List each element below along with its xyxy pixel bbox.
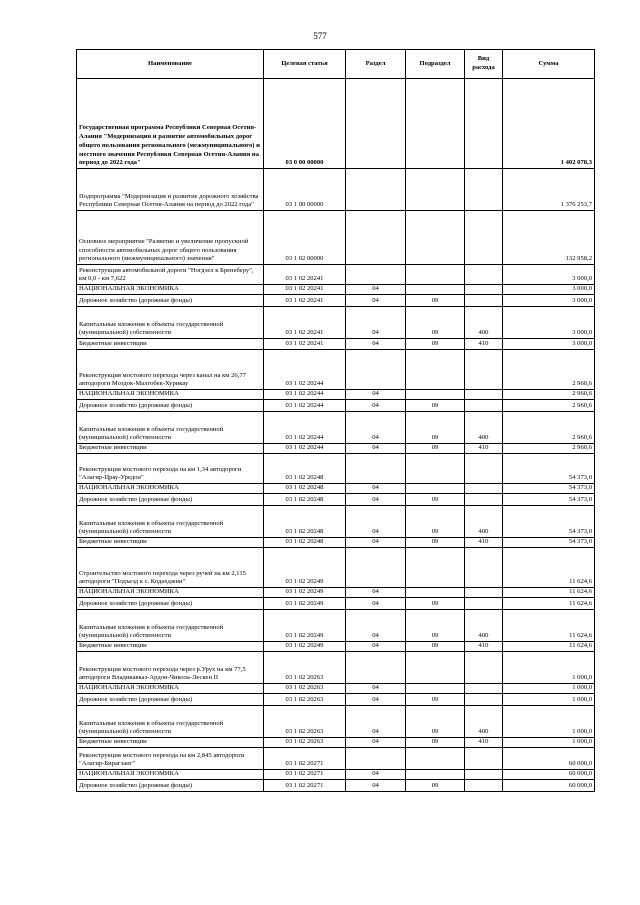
table-cell-section bbox=[346, 748, 406, 770]
table-cell-target: 03 0 00 00000 bbox=[264, 79, 346, 169]
table-cell-sum: 54 373,0 bbox=[503, 484, 595, 494]
table-cell-subsection: 09 bbox=[406, 706, 465, 738]
table-cell-exptype bbox=[465, 79, 503, 169]
page-number: 577 bbox=[313, 31, 327, 41]
table-cell-subsection: 09 bbox=[406, 780, 465, 792]
table-cell-name: Капитальные вложения в объекты государственной (муниципальной) собственности bbox=[77, 506, 264, 538]
table-cell-section: 04 bbox=[346, 295, 406, 307]
table-cell-target: 03 1 02 20241 bbox=[264, 285, 346, 295]
table-cell-target: 03 1 02 20263 bbox=[264, 694, 346, 706]
table-cell-section: 04 bbox=[346, 494, 406, 506]
table-cell-exptype: 410 bbox=[465, 444, 503, 454]
table-cell-target: 03 1 02 20263 bbox=[264, 684, 346, 694]
table-cell-subsection bbox=[406, 684, 465, 694]
table-cell-exptype bbox=[465, 285, 503, 295]
table-row bbox=[77, 295, 595, 307]
table-cell-exptype bbox=[465, 400, 503, 412]
table-cell-exptype bbox=[465, 684, 503, 694]
table-row bbox=[77, 780, 595, 792]
table-cell-section: 04 bbox=[346, 285, 406, 295]
table-cell-name: Основное мероприятие "Развитие и увеличение пропускной способности автомобильных дорог общего пользования регионального (межмуниципального) значения" bbox=[77, 211, 264, 265]
table-cell-target: 03 1 02 00000 bbox=[264, 211, 346, 265]
table-cell-target: 03 1 02 20244 bbox=[264, 412, 346, 444]
table-cell-section: 04 bbox=[346, 484, 406, 494]
table-cell-sum: 3 000,0 bbox=[503, 339, 595, 350]
table-cell-section: 04 bbox=[346, 400, 406, 412]
table-cell-exptype: 410 bbox=[465, 738, 503, 748]
table-row bbox=[77, 350, 595, 390]
table-cell-section: 04 bbox=[346, 412, 406, 444]
table-cell-exptype bbox=[465, 770, 503, 780]
table-cell-sum: 2 960,6 bbox=[503, 412, 595, 444]
table-row bbox=[77, 694, 595, 706]
table-cell-name: Бюджетные инвестиции bbox=[77, 642, 264, 652]
table-cell-exptype: 400 bbox=[465, 307, 503, 339]
table-cell-sum: 2 960,6 bbox=[503, 400, 595, 412]
table-cell-name: Капитальные вложения в объекты государственной (муниципальной) собственности bbox=[77, 610, 264, 642]
table-cell-exptype bbox=[465, 169, 503, 211]
table-cell-section bbox=[346, 79, 406, 169]
table-cell-exptype: 400 bbox=[465, 506, 503, 538]
table-cell-subsection bbox=[406, 211, 465, 265]
table-cell-name: НАЦИОНАЛЬНАЯ ЭКОНОМИКА bbox=[77, 588, 264, 598]
table-cell-target: 03 1 02 20271 bbox=[264, 770, 346, 780]
table-cell-target: 03 1 02 20244 bbox=[264, 350, 346, 390]
table-cell-subsection bbox=[406, 79, 465, 169]
table-cell-exptype bbox=[465, 652, 503, 684]
table-row bbox=[77, 211, 595, 265]
table-cell-section bbox=[346, 169, 406, 211]
table-row bbox=[77, 400, 595, 412]
table-cell-name: Дорожное хозяйство (дорожные фонды) bbox=[77, 494, 264, 506]
table-cell-name: Дорожное хозяйство (дорожные фонды) bbox=[77, 598, 264, 610]
table-cell-name: Дорожное хозяйство (дорожные фонды) bbox=[77, 295, 264, 307]
table-cell-name: Дорожное хозяйство (дорожные фонды) bbox=[77, 400, 264, 412]
table-cell-sum: 2 960,6 bbox=[503, 350, 595, 390]
table-cell-exptype: 410 bbox=[465, 339, 503, 350]
table-cell-subsection: 09 bbox=[406, 295, 465, 307]
table-row bbox=[77, 738, 595, 748]
table-cell-sum: 60 000,0 bbox=[503, 770, 595, 780]
table-row bbox=[77, 706, 595, 738]
table-cell-sum: 1 000,0 bbox=[503, 684, 595, 694]
table-cell-subsection bbox=[406, 454, 465, 484]
table-cell-subsection: 09 bbox=[406, 506, 465, 538]
table-cell-exptype bbox=[465, 598, 503, 610]
table-cell-subsection bbox=[406, 588, 465, 598]
table-cell-target: 03 1 02 20263 bbox=[264, 738, 346, 748]
table-cell-target: 03 1 02 20249 bbox=[264, 642, 346, 652]
table-cell-section: 04 bbox=[346, 610, 406, 642]
table-cell-target: 03 1 02 20263 bbox=[264, 706, 346, 738]
table-cell-sum: 54 373,0 bbox=[503, 506, 595, 538]
table-row bbox=[77, 390, 595, 400]
table-cell-sum: 132 958,2 bbox=[503, 211, 595, 265]
table-cell-name: Капитальные вложения в объекты государственной (муниципальной) собственности bbox=[77, 307, 264, 339]
table-cell-section: 04 bbox=[346, 339, 406, 350]
table-cell-section: 04 bbox=[346, 642, 406, 652]
table-cell-sum: 11 624,6 bbox=[503, 588, 595, 598]
table-row bbox=[77, 412, 595, 444]
table-cell-name: НАЦИОНАЛЬНАЯ ЭКОНОМИКА bbox=[77, 285, 264, 295]
table-cell-sum: 11 624,6 bbox=[503, 598, 595, 610]
table-cell-sum: 1 000,0 bbox=[503, 706, 595, 738]
table-row bbox=[77, 652, 595, 684]
table-cell-target: 03 1 02 20248 bbox=[264, 484, 346, 494]
table-row bbox=[77, 506, 595, 538]
table-body bbox=[77, 79, 595, 792]
table-cell-sum: 2 960,6 bbox=[503, 444, 595, 454]
table-row bbox=[77, 770, 595, 780]
table-cell-section: 04 bbox=[346, 684, 406, 694]
table-cell-target: 03 1 02 20241 bbox=[264, 295, 346, 307]
table-cell-sum: 11 624,6 bbox=[503, 610, 595, 642]
table-cell-subsection bbox=[406, 548, 465, 588]
table-cell-section bbox=[346, 265, 406, 285]
table-cell-target: 03 1 02 20244 bbox=[264, 390, 346, 400]
table-cell-exptype: 400 bbox=[465, 412, 503, 444]
table-cell-section: 04 bbox=[346, 706, 406, 738]
table-row bbox=[77, 642, 595, 652]
table-cell-section: 04 bbox=[346, 538, 406, 548]
table-cell-sum: 11 624,6 bbox=[503, 548, 595, 588]
table-cell-subsection: 09 bbox=[406, 339, 465, 350]
table-cell-subsection: 09 bbox=[406, 444, 465, 454]
table-cell-subsection: 09 bbox=[406, 642, 465, 652]
table-cell-sum: 60 000,0 bbox=[503, 748, 595, 770]
table-cell-sum: 1 000,0 bbox=[503, 738, 595, 748]
table-cell-section: 04 bbox=[346, 780, 406, 792]
table-cell-subsection: 09 bbox=[406, 538, 465, 548]
table-cell-sum: 3 000,0 bbox=[503, 307, 595, 339]
table-cell-sum: 54 373,0 bbox=[503, 494, 595, 506]
table-row bbox=[77, 588, 595, 598]
column-header-name: Наименование bbox=[77, 50, 264, 79]
table-cell-sum: 1 000,0 bbox=[503, 652, 595, 684]
table-cell-name: НАЦИОНАЛЬНАЯ ЭКОНОМИКА bbox=[77, 484, 264, 494]
table-cell-sum: 11 624,6 bbox=[503, 642, 595, 652]
table-cell-sum: 3 000,0 bbox=[503, 265, 595, 285]
table-cell-section: 04 bbox=[346, 506, 406, 538]
table-cell-exptype: 400 bbox=[465, 610, 503, 642]
table-cell-subsection: 09 bbox=[406, 412, 465, 444]
table-cell-name: Подпрограмма "Модернизация и развитие дорожного хозяйства Республики Северная Осетия-Алания на период до 2022 года" bbox=[77, 169, 264, 211]
table-cell-section bbox=[346, 454, 406, 484]
table-row bbox=[77, 548, 595, 588]
table-cell-exptype bbox=[465, 548, 503, 588]
table-cell-target: 03 1 02 20249 bbox=[264, 588, 346, 598]
table-row bbox=[77, 169, 595, 211]
table-cell-exptype bbox=[465, 588, 503, 598]
table-row bbox=[77, 454, 595, 484]
table-row bbox=[77, 748, 595, 770]
table-cell-target: 03 1 02 20249 bbox=[264, 610, 346, 642]
table-cell-target: 03 1 02 20241 bbox=[264, 265, 346, 285]
table-cell-subsection bbox=[406, 652, 465, 684]
table-cell-section: 04 bbox=[346, 598, 406, 610]
table-cell-name: Реконструкция мостового перехода через канал на км 26,77 автодороги Моздок-Малгобек-Хурикау bbox=[77, 350, 264, 390]
table-cell-section: 04 bbox=[346, 738, 406, 748]
table-cell-target: 03 1 02 20241 bbox=[264, 307, 346, 339]
table-cell-subsection: 09 bbox=[406, 307, 465, 339]
table-cell-target: 03 1 02 20244 bbox=[264, 444, 346, 454]
table-cell-subsection bbox=[406, 390, 465, 400]
table-cell-exptype bbox=[465, 454, 503, 484]
table-row bbox=[77, 538, 595, 548]
table-cell-section bbox=[346, 211, 406, 265]
table-cell-target: 03 1 02 20244 bbox=[264, 400, 346, 412]
table-row bbox=[77, 684, 595, 694]
table-cell-target: 03 1 02 20249 bbox=[264, 548, 346, 588]
table-row bbox=[77, 494, 595, 506]
table-cell-name: НАЦИОНАЛЬНАЯ ЭКОНОМИКА bbox=[77, 684, 264, 694]
table-cell-name: Бюджетные инвестиции bbox=[77, 444, 264, 454]
table-cell-name: НАЦИОНАЛЬНАЯ ЭКОНОМИКА bbox=[77, 770, 264, 780]
table-cell-exptype bbox=[465, 494, 503, 506]
table-cell-target: 03 1 02 20248 bbox=[264, 494, 346, 506]
table-cell-subsection bbox=[406, 484, 465, 494]
table-cell-name: Дорожное хозяйство (дорожные фонды) bbox=[77, 780, 264, 792]
table-cell-subsection bbox=[406, 169, 465, 211]
table-cell-name: Реконструкция мостового перехода через р.Урух на км 77,5 автодороги Владикавказ-Ардон-Чикола-Лескен II bbox=[77, 652, 264, 684]
table-cell-target: 03 1 02 20263 bbox=[264, 652, 346, 684]
column-header-sum: Сумма bbox=[503, 50, 595, 79]
table-cell-subsection bbox=[406, 265, 465, 285]
table-cell-name: Бюджетные инвестиции bbox=[77, 339, 264, 350]
table-row bbox=[77, 610, 595, 642]
table-cell-name: Реконструкция мостового перехода на км 2,845 автодороги "Алагир-Бирагзанг" bbox=[77, 748, 264, 770]
column-header-exptype: Вид расхода bbox=[465, 50, 503, 79]
table-cell-subsection: 09 bbox=[406, 694, 465, 706]
table-cell-name: Капитальные вложения в объекты государственной (муниципальной) собственности bbox=[77, 412, 264, 444]
table-cell-sum: 54 373,0 bbox=[503, 454, 595, 484]
table-cell-sum: 3 000,0 bbox=[503, 295, 595, 307]
table-cell-sum: 1 376 253,7 bbox=[503, 169, 595, 211]
table-row bbox=[77, 444, 595, 454]
table-cell-exptype bbox=[465, 748, 503, 770]
table-cell-target: 03 1 02 20248 bbox=[264, 454, 346, 484]
table-cell-name: НАЦИОНАЛЬНАЯ ЭКОНОМИКА bbox=[77, 390, 264, 400]
table-row bbox=[77, 285, 595, 295]
table-cell-section bbox=[346, 548, 406, 588]
table-row bbox=[77, 339, 595, 350]
table-cell-target: 03 1 02 20271 bbox=[264, 748, 346, 770]
table-cell-sum: 60 000,0 bbox=[503, 780, 595, 792]
table-cell-exptype bbox=[465, 780, 503, 792]
table-cell-exptype bbox=[465, 350, 503, 390]
table-cell-subsection bbox=[406, 350, 465, 390]
column-header-target: Целевая статья bbox=[264, 50, 346, 79]
table-cell-name: Реконструкция мостового перехода на км 1,34 автодороги "Алагир-Црау-Уредон" bbox=[77, 454, 264, 484]
table-cell-section: 04 bbox=[346, 770, 406, 780]
table-cell-subsection bbox=[406, 770, 465, 780]
table-cell-section bbox=[346, 652, 406, 684]
table-cell-exptype bbox=[465, 390, 503, 400]
table-cell-target: 03 1 02 20241 bbox=[264, 339, 346, 350]
table-cell-name: Строительство мостового перехода через ручей на км 2,115 автодороги "Подъезд к с. Кодахджин" bbox=[77, 548, 264, 588]
table-cell-exptype bbox=[465, 265, 503, 285]
table-row bbox=[77, 484, 595, 494]
table-cell-target: 03 1 02 20249 bbox=[264, 598, 346, 610]
table-cell-target: 03 1 00 00000 bbox=[264, 169, 346, 211]
table-cell-name: Дорожное хозяйство (дорожные фонды) bbox=[77, 694, 264, 706]
table-cell-section: 04 bbox=[346, 307, 406, 339]
table-header-row bbox=[77, 50, 595, 79]
table-cell-target: 03 1 02 20248 bbox=[264, 506, 346, 538]
table-cell-subsection bbox=[406, 285, 465, 295]
table-row bbox=[77, 79, 595, 169]
table-row bbox=[77, 265, 595, 285]
table-cell-section: 04 bbox=[346, 694, 406, 706]
table-cell-subsection: 09 bbox=[406, 610, 465, 642]
table-cell-name: Капитальные вложения в объекты государственной (муниципальной) собственности bbox=[77, 706, 264, 738]
table-cell-section bbox=[346, 350, 406, 390]
table-cell-sum: 1 402 078,3 bbox=[503, 79, 595, 169]
table-cell-name: Реконструкция автомобильной дороги "Ногдзел к Бренеберу", км 0,0 - км 7,622 bbox=[77, 265, 264, 285]
table-cell-exptype bbox=[465, 211, 503, 265]
column-header-section: Раздел bbox=[346, 50, 406, 79]
table-cell-exptype bbox=[465, 484, 503, 494]
table-cell-exptype: 400 bbox=[465, 706, 503, 738]
table-cell-sum: 3 000,0 bbox=[503, 285, 595, 295]
table-cell-subsection: 09 bbox=[406, 598, 465, 610]
table-row bbox=[77, 307, 595, 339]
table-cell-sum: 2 960,6 bbox=[503, 390, 595, 400]
table-cell-subsection bbox=[406, 748, 465, 770]
table-cell-name: Бюджетные инвестиции bbox=[77, 538, 264, 548]
table-cell-target: 03 1 02 20271 bbox=[264, 780, 346, 792]
table-cell-subsection: 09 bbox=[406, 494, 465, 506]
table-cell-name: Бюджетные инвестиции bbox=[77, 738, 264, 748]
budget-table bbox=[76, 49, 595, 792]
table-cell-target: 03 1 02 20248 bbox=[264, 538, 346, 548]
table-cell-sum: 1 000,0 bbox=[503, 694, 595, 706]
table-cell-section: 04 bbox=[346, 390, 406, 400]
table-cell-name: Государственная программа Республики Северная Осетия-Алания "Модернизация и развитие автомобильных дорог общего пользования регионального (межмуниципального) и местного значения Республики Северная Осетия-Алания на период до 2022 года" bbox=[77, 79, 264, 169]
column-header-subsection: Подраздел bbox=[406, 50, 465, 79]
table-cell-exptype bbox=[465, 295, 503, 307]
table-cell-subsection: 09 bbox=[406, 738, 465, 748]
table-cell-exptype: 410 bbox=[465, 642, 503, 652]
table-cell-section: 04 bbox=[346, 444, 406, 454]
table-cell-exptype bbox=[465, 694, 503, 706]
table-cell-subsection: 09 bbox=[406, 400, 465, 412]
table-cell-exptype: 410 bbox=[465, 538, 503, 548]
table-cell-section: 04 bbox=[346, 588, 406, 598]
table-row bbox=[77, 598, 595, 610]
table-cell-sum: 54 373,0 bbox=[503, 538, 595, 548]
